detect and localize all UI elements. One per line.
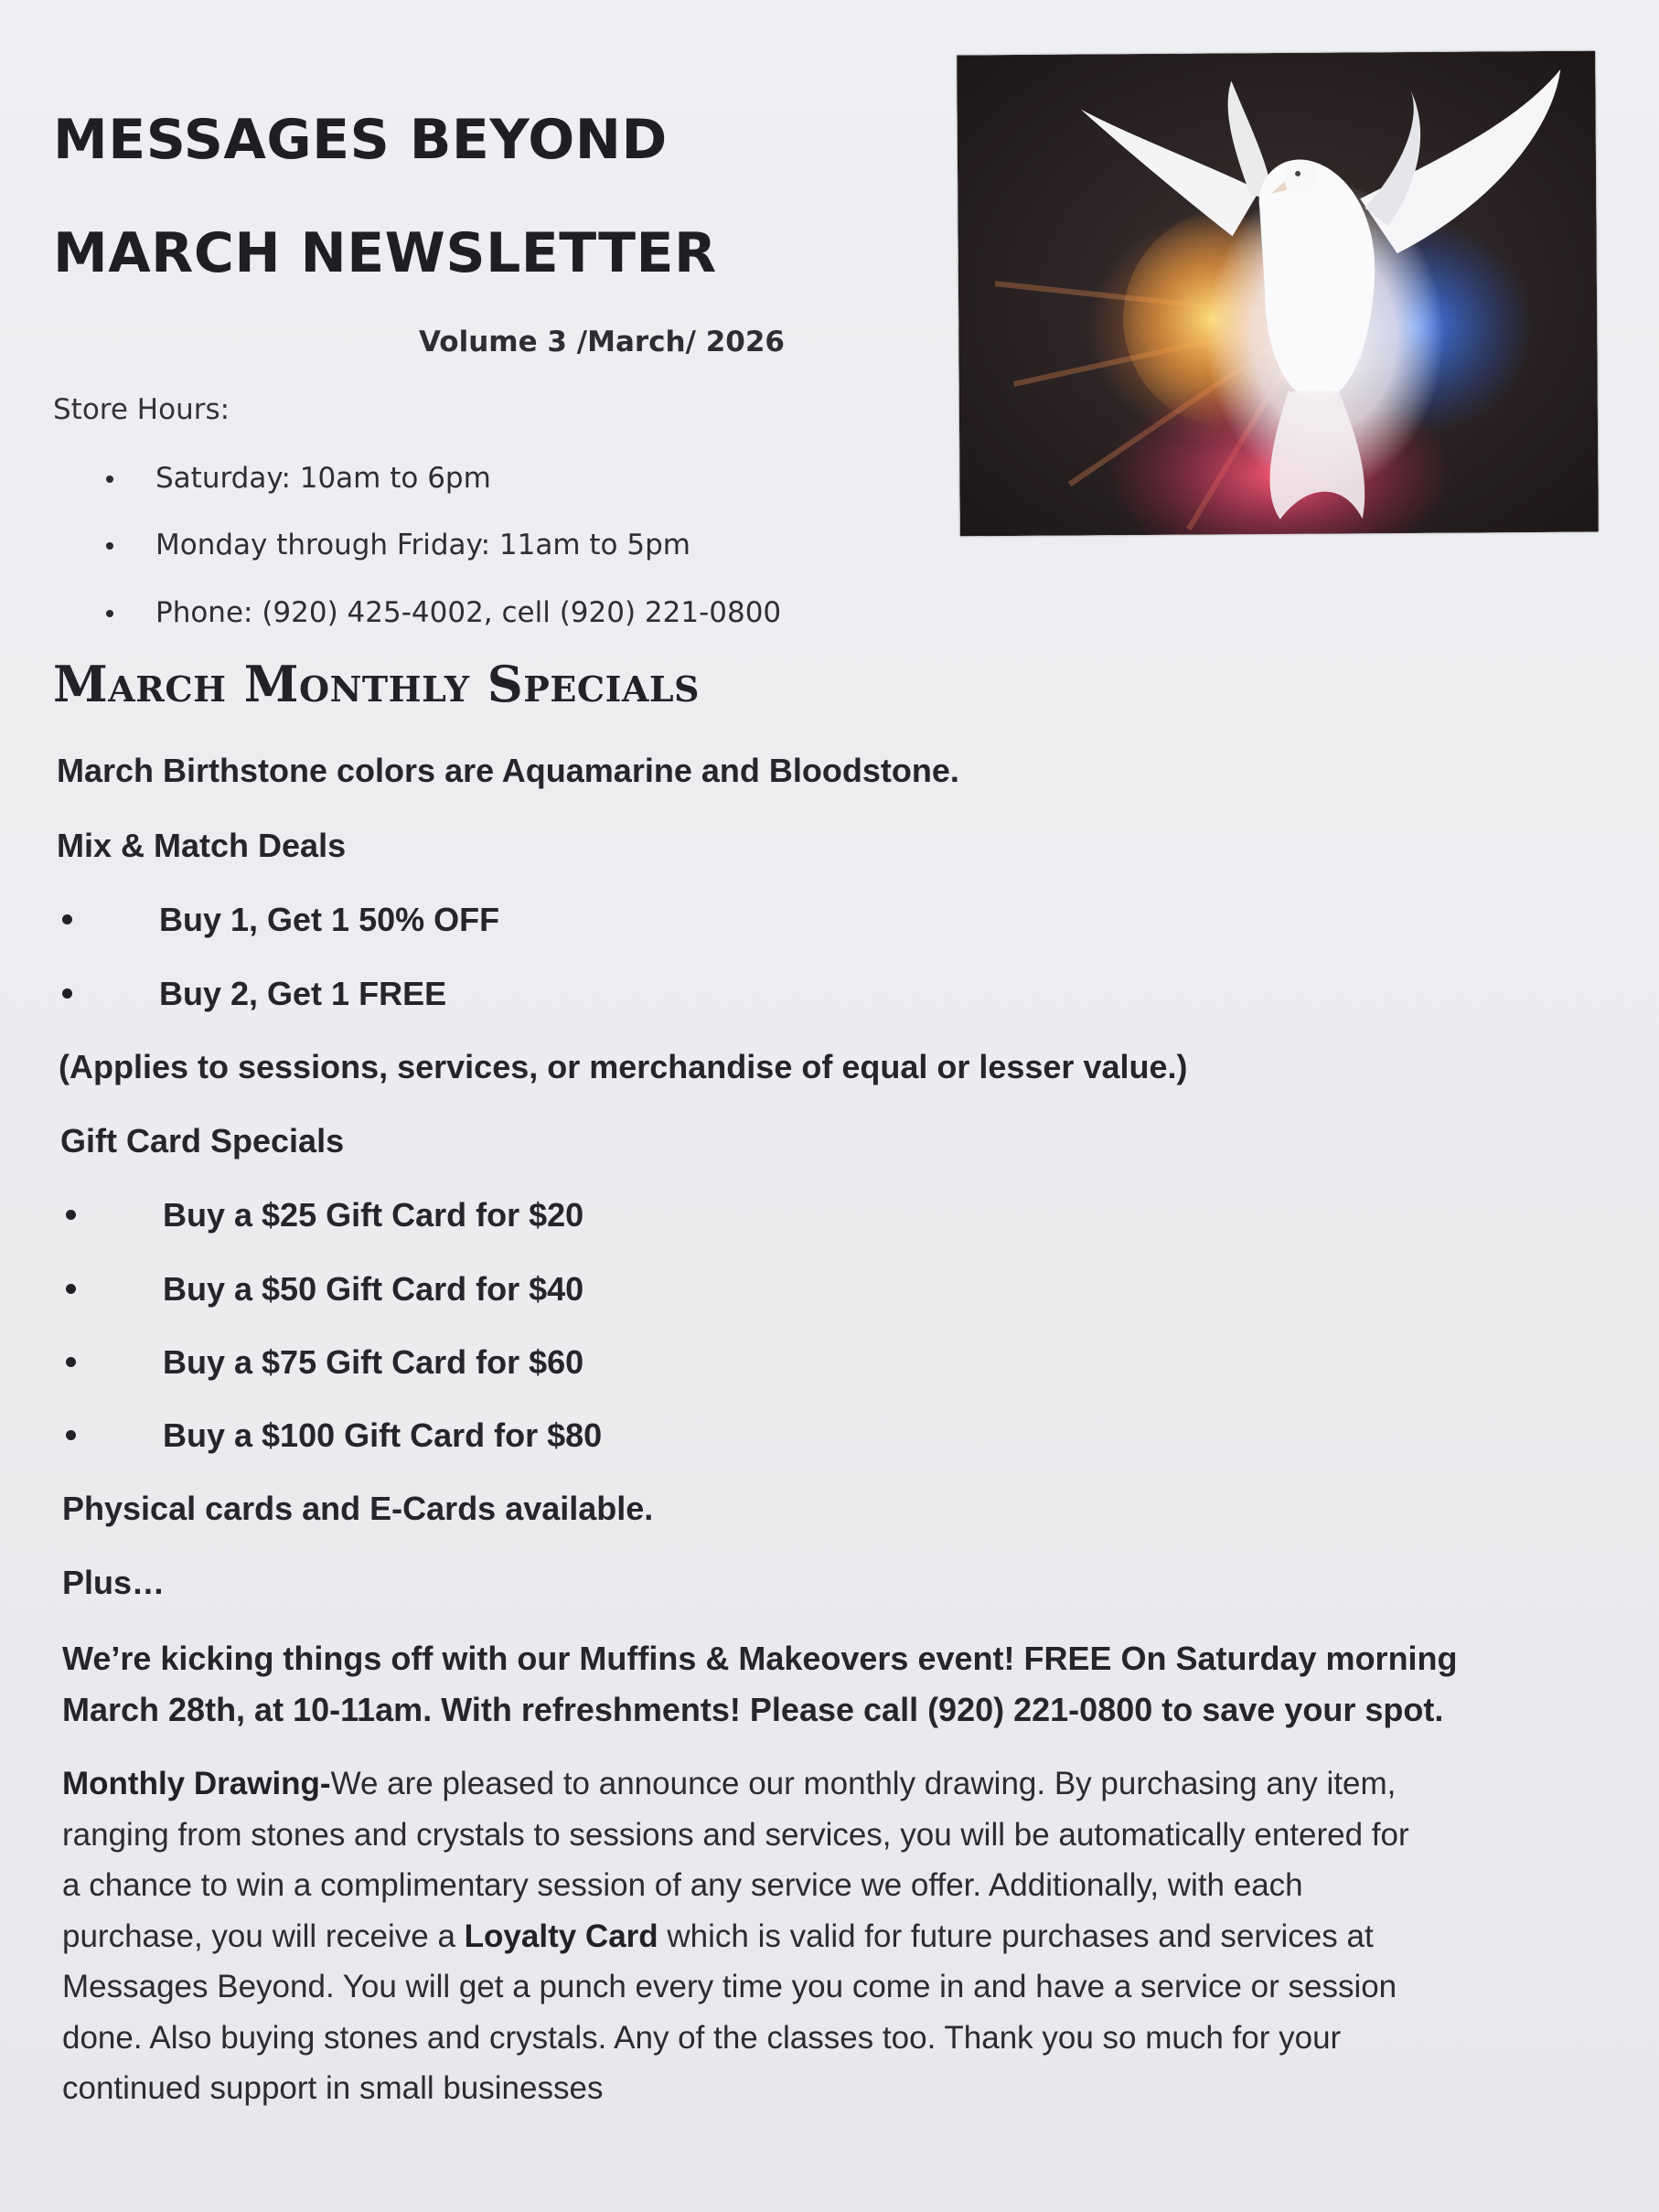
drawing-line-6: done. Also buying stones and crystals. Any of the classes too. Thank you so much for your	[62, 2020, 1342, 2056]
birthstone-text: March Birthstone colors are Aquamarine and Bloodstone.	[57, 752, 959, 789]
mix-match-item-text: Buy 2, Get 1 FREE	[159, 975, 447, 1012]
mix-match-item	[159, 901, 499, 939]
gift-card-item	[163, 1196, 583, 1234]
gift-card-item	[163, 1343, 583, 1382]
mix-match-note: (Applies to sessions, services, or merchandise of equal or lesser value.)	[59, 1048, 1188, 1085]
dove-photo	[957, 51, 1599, 537]
gift-card-item	[163, 1416, 602, 1455]
mix-match-item-text: Buy 1, Get 1 50% OFF	[159, 901, 500, 938]
loyalty-card-text: Loyalty Card	[464, 1918, 658, 1954]
bullet-icon	[66, 1210, 76, 1220]
store-hours-label: Store Hours:	[53, 393, 230, 426]
gift-card-item-text: Buy a $100 Gift Card for $80	[163, 1416, 603, 1454]
event-line-1: We’re kicking things off with our Muffins & Makeovers event! FREE On Saturday morning	[62, 1640, 1458, 1677]
drawing-text: purchase, you will receive a	[62, 1918, 465, 1954]
bullet-icon	[106, 610, 113, 617]
plus-text: Plus…	[62, 1564, 166, 1601]
drawing-label: Monthly Drawing-	[62, 1766, 331, 1801]
gift-card-item-text: Buy a $75 Gift Card for $60	[163, 1343, 584, 1381]
gift-card-label: Gift Card Specials	[60, 1122, 345, 1159]
bullet-icon	[66, 1430, 76, 1440]
drawing-line-1	[62, 1766, 1396, 1802]
mix-match-item	[159, 975, 446, 1013]
drawing-line-3: a chance to win a complimentary session of any service we offer. Additionally, with each	[62, 1867, 1303, 1903]
title-line-2: MARCH NEWSLETTER	[53, 221, 717, 285]
gift-card-availability: Physical cards and E-Cards available.	[62, 1490, 654, 1527]
drawing-line-4	[62, 1918, 1374, 1955]
gift-card-item-text: Buy a $25 Gift Card for $20	[163, 1196, 584, 1234]
hours-item-text: Monday through Friday: 11am to 5pm	[155, 529, 690, 561]
gift-card-item	[163, 1270, 583, 1309]
bullet-icon	[66, 1284, 76, 1294]
hours-item	[155, 596, 781, 629]
hours-item-text: Phone: (920) 425-4002, cell (920) 221-0800	[155, 596, 782, 629]
gift-card-item-text: Buy a $50 Gift Card for $40	[163, 1270, 584, 1308]
volume-line: Volume 3 /March/ 2026	[419, 326, 785, 358]
dove-icon	[957, 51, 1599, 537]
drawing-text: which is valid for future purchases and services at	[658, 1918, 1374, 1954]
bullet-icon	[62, 914, 72, 924]
bullet-icon	[66, 1357, 76, 1367]
bullet-icon	[106, 476, 113, 483]
bullet-icon	[106, 542, 113, 550]
bullet-icon	[62, 988, 72, 999]
drawing-line-5: Messages Beyond. You will get a punch every time you come in and have a service or session	[62, 1969, 1397, 2004]
hours-item	[155, 529, 690, 561]
event-line-2: March 28th, at 10-11am. With refreshments! Please call (920) 221-0800 to save your spot.	[62, 1691, 1444, 1728]
drawing-text: We are pleased to announce our monthly drawing. By purchasing any item,	[330, 1766, 1397, 1801]
hours-item	[155, 462, 491, 495]
mix-match-label: Mix & Match Deals	[57, 827, 347, 864]
drawing-line-2: ranging from stones and crystals to sessions and services, you will be automatically entered for	[62, 1817, 1409, 1853]
specials-heading: March Monthly Specials	[53, 655, 700, 713]
title-line-1: MESSAGES BEYOND	[53, 108, 668, 172]
hours-item-text: Saturday: 10am to 6pm	[155, 462, 491, 495]
drawing-line-7: continued support in small businesses	[62, 2070, 604, 2106]
